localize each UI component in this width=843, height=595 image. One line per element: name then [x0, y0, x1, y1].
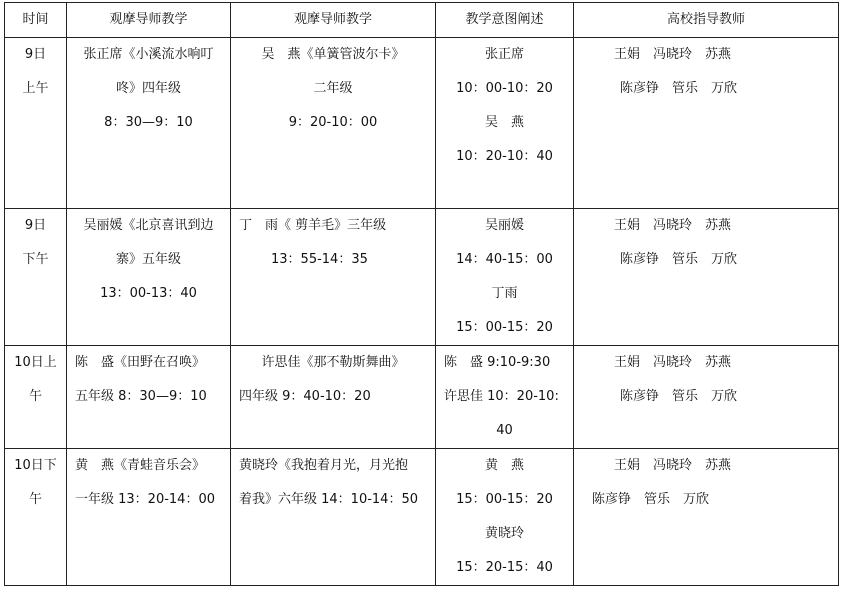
lesson1-line: 一年级 13：20-14：00	[75, 492, 215, 507]
intent-line: 黄晓玲	[484, 526, 524, 541]
lesson2-line: 13：55-14：35	[271, 252, 368, 267]
header-time: 时间	[5, 3, 67, 38]
header-teachers: 高校指导教师	[574, 3, 839, 38]
header-row	[5, 3, 839, 38]
lesson1-line: 寨》五年级	[115, 252, 181, 267]
intent-line: 吴 燕	[484, 115, 524, 130]
teachers-cell	[574, 449, 839, 586]
lesson2-cell	[231, 449, 436, 586]
lesson2-line: 四年级 9：40-10：20	[239, 389, 371, 404]
teachers-line: 陈彦铮 管乐 万欣	[620, 252, 738, 267]
lesson1-line: 8：30—9：10	[104, 115, 193, 130]
lesson2-line: 吴 燕《单簧管波尔卡》	[261, 47, 405, 62]
lesson1-cell	[67, 209, 231, 346]
lesson1-line: 咚》四年级	[115, 81, 181, 96]
time-line: 10日下	[14, 458, 57, 473]
intent-cell	[436, 209, 574, 346]
lesson1-line: 张正席《小溪流水响叮	[83, 47, 214, 62]
intent-cell	[436, 449, 574, 586]
teachers-line: 陈彦铮 管乐 万欣	[620, 389, 738, 404]
lesson1-cell	[67, 38, 231, 209]
table-row	[5, 209, 839, 346]
intent-line: 陈 盛 9:10-9:30	[444, 355, 551, 370]
lesson1-line: 陈 盛《田野在召唤》	[75, 355, 206, 370]
intent-line: 15：20-15：40	[456, 560, 553, 575]
time-line: 上午	[22, 81, 49, 96]
intent-cell	[436, 346, 574, 449]
time-cell	[5, 346, 67, 449]
header-intent: 教学意图阐述	[436, 3, 574, 38]
table-row	[5, 449, 839, 586]
teachers-line: 王娟 冯晓玲 苏燕	[614, 218, 732, 233]
intent-line: 许思佳 10：20-10:	[444, 389, 559, 404]
intent-line: 15：00-15：20	[456, 492, 553, 507]
intent-line: 14：40-15：00	[456, 252, 553, 267]
teachers-cell	[574, 346, 839, 449]
time-cell	[5, 449, 67, 586]
time-cell	[5, 209, 67, 346]
lesson2-line: 许思佳《那不勒斯舞曲》	[261, 355, 405, 370]
teachers-line: 王娟 冯晓玲 苏燕	[614, 355, 732, 370]
teachers-line: 王娟 冯晓玲 苏燕	[614, 47, 732, 62]
intent-line: 15：00-15：20	[456, 320, 553, 335]
lesson2-cell	[231, 38, 436, 209]
intent-line: 张正席	[484, 47, 524, 62]
lesson1-cell	[67, 449, 231, 586]
teachers-line: 陈彦铮 管乐 万欣	[592, 492, 710, 507]
lesson1-cell	[67, 346, 231, 449]
time-line: 10日上	[14, 355, 57, 370]
intent-line: 吴丽媛	[484, 218, 524, 233]
intent-line: 10：00-10：20	[456, 81, 553, 96]
header-lesson-1: 观摩导师教学	[67, 3, 231, 38]
lesson2-cell	[231, 209, 436, 346]
time-line: 9日	[24, 47, 47, 62]
table-row	[5, 38, 839, 209]
teachers-line: 陈彦铮 管乐 万欣	[620, 81, 738, 96]
intent-line: 10：20-10：40	[456, 149, 553, 164]
time-line: 午	[28, 492, 42, 507]
time-line: 午	[28, 389, 42, 404]
header-lesson-2: 观摩导师教学	[231, 3, 436, 38]
time-cell	[5, 38, 67, 209]
lesson2-line: 着我》六年级 14：10-14：50	[239, 492, 418, 507]
lesson1-line: 黄 燕《青蛙音乐会》	[75, 458, 206, 473]
schedule-table	[4, 2, 839, 586]
lesson2-line: 丁 雨《 剪羊毛》三年级	[239, 218, 387, 233]
teachers-cell	[574, 209, 839, 346]
lesson2-line: 二年级	[313, 81, 353, 96]
intent-line: 丁雨	[491, 286, 518, 301]
time-line: 下午	[22, 252, 49, 267]
lesson2-line: 9：20-10：00	[288, 115, 378, 130]
lesson1-line: 13：00-13：40	[100, 286, 197, 301]
lesson1-line: 吴丽媛《北京喜讯到边	[83, 218, 214, 233]
lesson2-line: 黄晓玲《我抱着月光，月光抱	[239, 458, 409, 473]
intent-line: 40	[496, 423, 513, 438]
teachers-cell	[574, 38, 839, 209]
intent-cell	[436, 38, 574, 209]
intent-line: 黄 燕	[484, 458, 524, 473]
lesson1-line: 五年级 8：30—9：10	[75, 389, 207, 404]
time-line: 9日	[24, 218, 47, 233]
teachers-line: 王娟 冯晓玲 苏燕	[614, 458, 732, 473]
lesson2-cell	[231, 346, 436, 449]
table-row	[5, 346, 839, 449]
